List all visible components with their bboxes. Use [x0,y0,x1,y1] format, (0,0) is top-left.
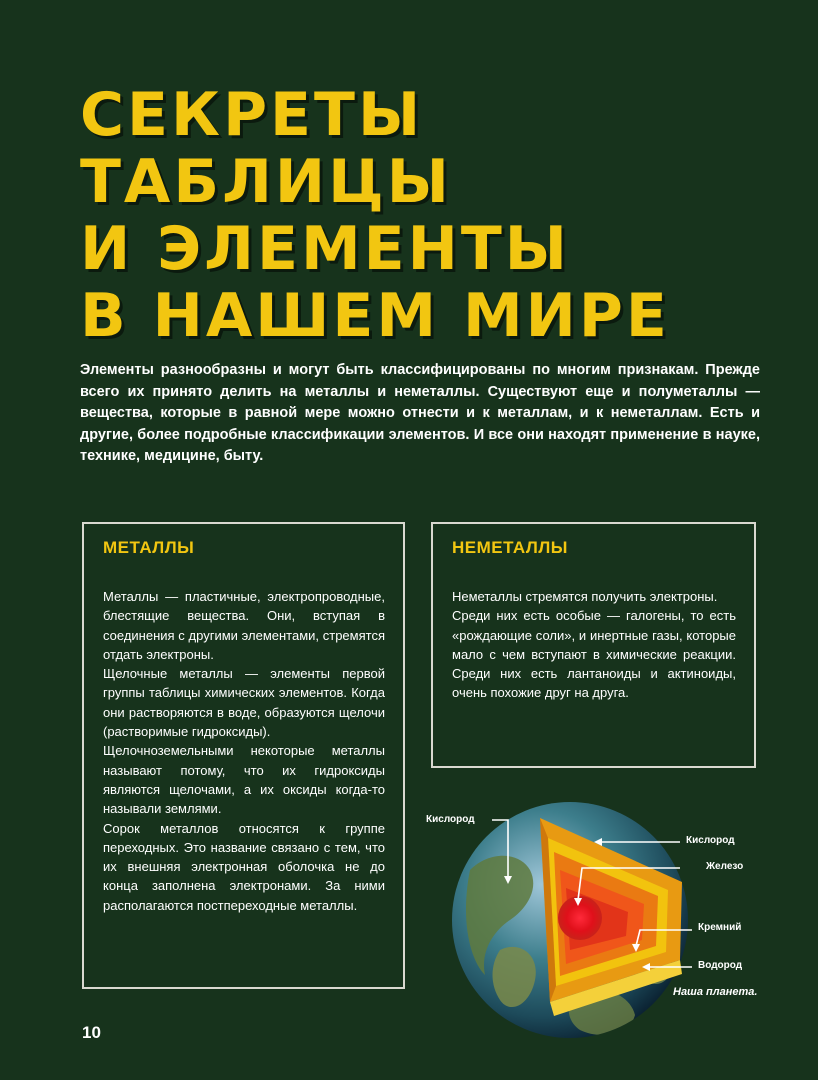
title-line-1: СЕКРЕТЫ [80,80,424,150]
earth-caption: Наша планета. [673,986,758,998]
metals-box [82,522,405,989]
metals-paragraph: Щелочные металлы — элементы первой группы таблицы химических элементов. Когда они растворяются в воде, образуются щелочи (растворимые гидроксиды). [103,666,385,740]
label-iron: Железо [706,861,744,872]
title-line-4: В НАШЕМ МИРЕ [80,281,670,351]
label-oxygen-left: Кислород [426,814,475,825]
label-silicon: Кремний [698,922,742,933]
title-line-2: ТАБЛИЦЫ [80,147,452,217]
metals-title: МЕТАЛЛЫ [103,538,195,557]
metals-text [103,587,385,915]
earth-illustration [426,790,770,1060]
nonmetals-box [431,522,756,768]
metals-paragraph: Сорок металлов относятся к группе переходных. Это название связано с тем, что их внешняя электронная оболочка не до конца заполнена электронами. За ними располагаются постпереходные металлы. [103,820,385,913]
page-number: 10 [82,1023,101,1042]
nonmetals-title: НЕМЕТАЛЛЫ [452,538,568,557]
nonmetals-paragraph: Неметаллы стремятся получить электроны. [452,589,718,604]
title-line-3: И ЭЛЕМЕНТЫ [80,214,570,284]
label-hydrogen: Водород [698,960,743,971]
metals-paragraph: Щелочноземельными некоторые металлы называют потому, что их гидроксиды являются щелочами, а их оксиды когда-то называли землями. [103,743,385,817]
nonmetals-text [452,587,736,703]
label-oxygen-right: Кислород [686,835,735,846]
intro-paragraph: Элементы разнообразны и могут быть классифицированы по многим признакам. Прежде всего их принято делить на металлы и неметаллы. Существуют еще и полуметаллы — вещества, которые в равной мере можно отнести и к металлам, и к неметаллам. Есть и другие, более подробные классификации элементов. И все они находят применение в науке, технике, медицине, быту. [80,362,760,464]
nonmetals-paragraph: Среди них есть особые — галогены, то есть «рождающие соли», и инертные газы, которые мало с чем вступают в химические реакции. Среди них есть лантаноиды и актиноиды, очень похожие друг на друга. [452,608,736,701]
page-title [80,82,780,350]
metals-paragraph: Металлы — пластичные, электропроводные, блестящие вещества. Они, вступая в соединения с другими элементами, стремятся отдать электроны. [103,589,385,662]
